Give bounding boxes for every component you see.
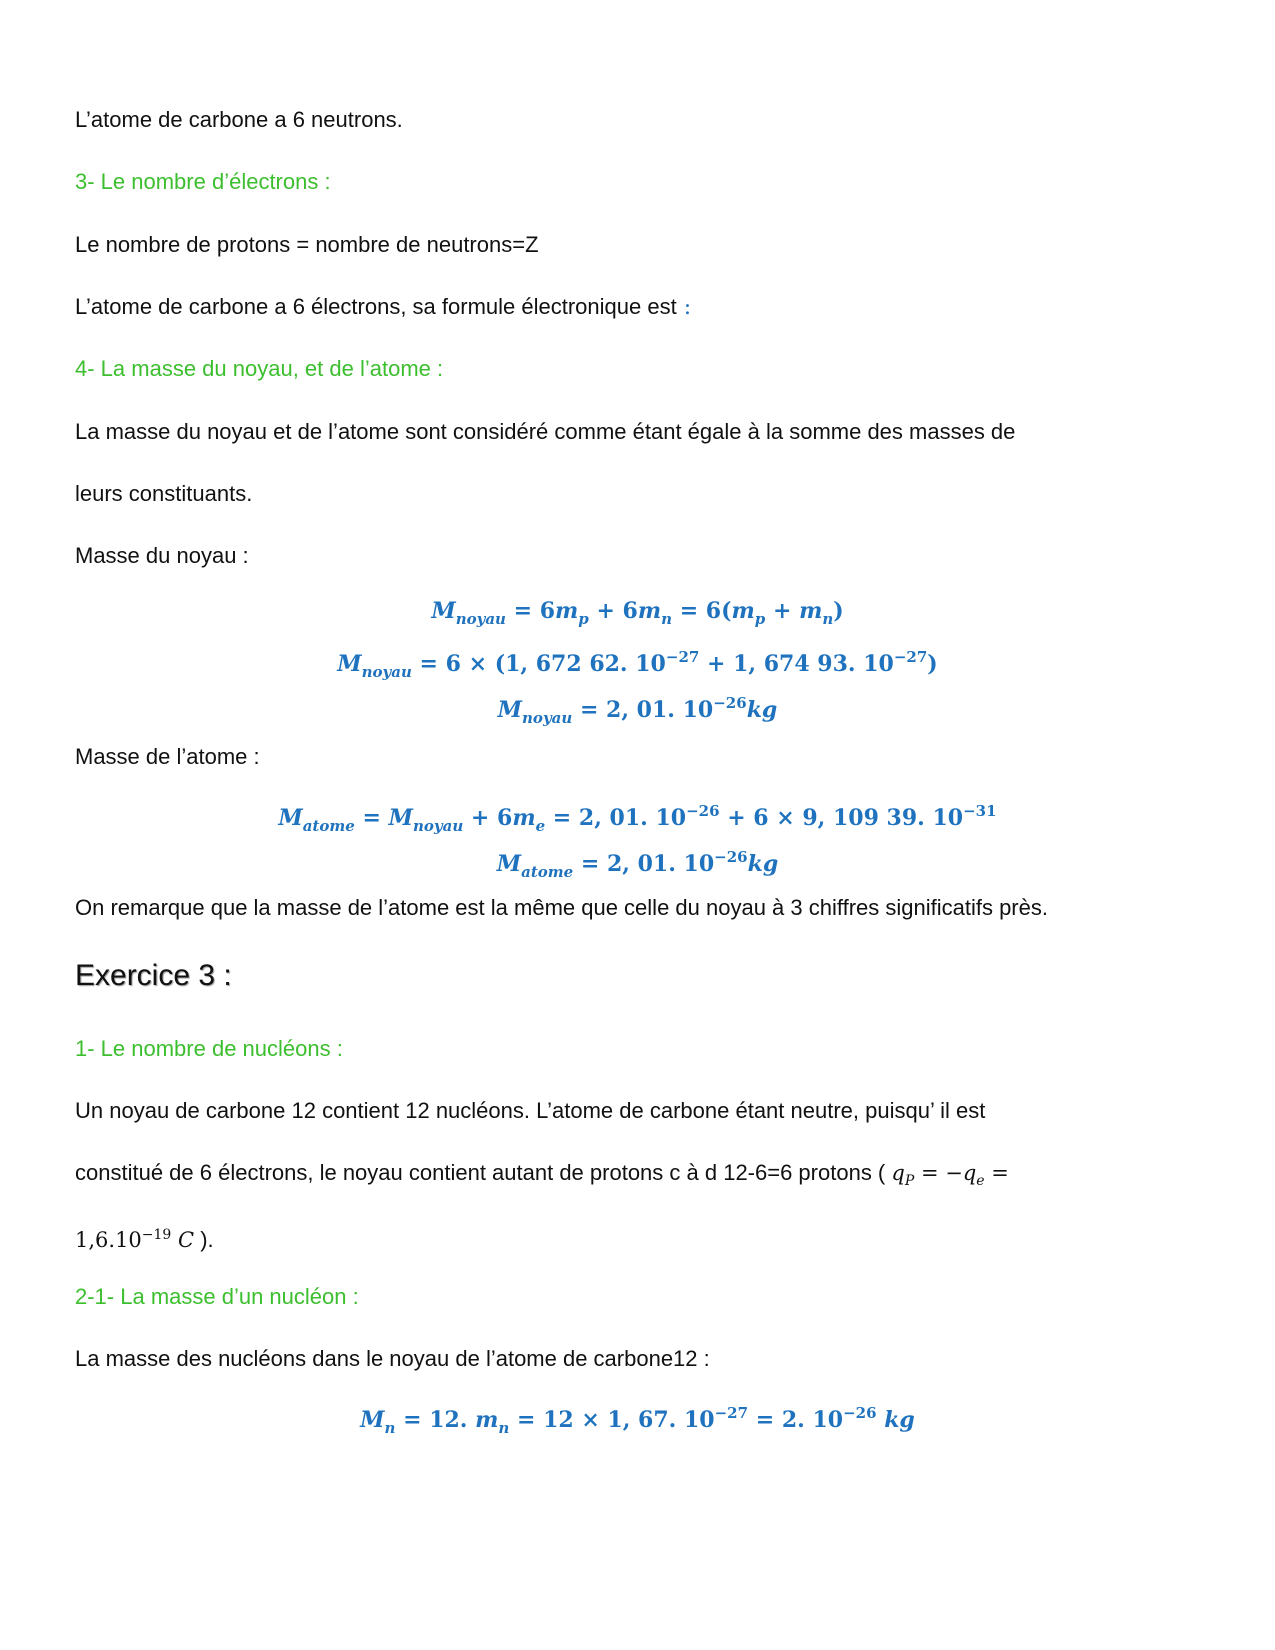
exponent: −26 xyxy=(843,1404,877,1422)
expr: + 6 xyxy=(463,805,513,831)
paragraph: Le nombre de protons = nombre de neutrons=Z xyxy=(75,232,539,257)
equation-mass-atome-1 xyxy=(0,796,1275,841)
expr: = 2. 10 xyxy=(748,1407,844,1433)
symbol: M xyxy=(337,651,362,677)
equation-mass-nucleons xyxy=(0,1398,1275,1443)
equation-mass-atome-result xyxy=(0,842,1275,887)
exponent: −26 xyxy=(713,694,747,712)
paragraph-electronic-formula xyxy=(75,293,691,322)
subscript: n xyxy=(822,610,834,628)
section-heading-nucleons: 1- Le nombre de nucléons : xyxy=(75,1036,343,1061)
exponent: −26 xyxy=(714,848,748,866)
section-heading-electrons: 3- Le nombre d’électrons : xyxy=(75,169,331,194)
exponent: −27 xyxy=(714,1404,749,1422)
expr: = xyxy=(984,1161,1009,1185)
exponent: −27 xyxy=(893,648,928,666)
expr: = 2, 01. 10 xyxy=(573,851,715,877)
subscript: n xyxy=(498,1419,510,1437)
expr: + 6 xyxy=(588,598,638,624)
paragraph-text: L’atome de carbone a 6 électrons, sa formule électronique est xyxy=(75,294,677,319)
section-heading-masse: 4- La masse du noyau, et de l’atome : xyxy=(75,356,444,381)
paragraph: leurs constituants. xyxy=(75,481,253,506)
symbol: M xyxy=(496,851,522,877)
expr: ) xyxy=(927,651,938,677)
expr: + 1, 674 93. 10 xyxy=(699,651,894,677)
expr: = 6 × (1, 672 62. 10 xyxy=(411,651,666,677)
paragraph: L’atome de carbone a 6 neutrons. xyxy=(75,107,403,132)
unit: kg xyxy=(746,697,778,723)
exercise-heading: Exercice 3 : xyxy=(75,959,232,992)
paragraph: On remarque que la masse de l’atome est la même que celle du noyau à 3 chiffres significatifs près. xyxy=(75,895,1048,920)
paragraph-charge-value xyxy=(75,1221,214,1254)
expr: + 6 × 9, 109 39. 10 xyxy=(719,805,964,831)
paragraph-charge xyxy=(75,1159,1009,1195)
expr: = 6 xyxy=(505,598,556,624)
subscript: atome xyxy=(521,863,574,881)
symbol: m xyxy=(475,1407,499,1433)
symbol: M xyxy=(278,805,303,831)
symbol: M xyxy=(388,805,413,831)
expr: = 12. xyxy=(395,1407,476,1433)
equation-mass-noyau-result xyxy=(0,688,1275,733)
symbol: m xyxy=(555,598,579,624)
subscript: noyau xyxy=(455,610,506,628)
section-heading-masse-nucleon: 2-1- La masse d’un nucléon : xyxy=(75,1284,359,1309)
expr: ) xyxy=(833,598,844,624)
paragraph-text: ). xyxy=(194,1227,214,1252)
subscript: noyau xyxy=(522,709,573,727)
symbol: M xyxy=(497,697,523,723)
paragraph: La masse des nucléons dans le noyau de l’atome de carbone12 : xyxy=(75,1346,710,1371)
exponent: −31 xyxy=(963,802,997,820)
subscript: atome xyxy=(302,817,355,835)
subscript: p xyxy=(578,610,589,628)
exponent: −19 xyxy=(141,1227,172,1243)
subscript: noyau xyxy=(412,817,464,835)
subscript: n xyxy=(661,610,673,628)
unit: kg xyxy=(884,1407,915,1433)
paragraph-label: Masse du noyau : xyxy=(75,543,249,568)
expr: + xyxy=(765,598,800,624)
expr: = 12 × 1, 67. 10 xyxy=(509,1407,715,1433)
colon: : xyxy=(676,295,692,320)
subscript: e xyxy=(976,1173,985,1189)
unit: kg xyxy=(747,851,779,877)
equation-mass-noyau-2 xyxy=(0,642,1275,687)
subscript: n xyxy=(384,1419,396,1437)
symbol: m xyxy=(512,805,536,831)
expr: = 6( xyxy=(672,598,732,624)
symbol: m xyxy=(637,598,662,624)
symbol: q xyxy=(962,1161,977,1185)
expr: = xyxy=(354,805,389,831)
paragraph-text: constitué de 6 électrons, le noyau contient autant de protons c à d 12-6=6 protons ( xyxy=(75,1160,886,1185)
paragraph: Un noyau de carbone 12 contient 12 nucléons. L’atome de carbone étant neutre, puisqu’ il est xyxy=(75,1098,986,1123)
subscript: e xyxy=(535,817,546,835)
paragraph: La masse du noyau et de l’atome sont considéré comme étant égale à la somme des masses de xyxy=(75,419,1016,444)
charge-formula xyxy=(891,1161,1009,1189)
expr: = − xyxy=(914,1161,963,1185)
subscript: P xyxy=(904,1173,915,1189)
equation-mass-noyau-1 xyxy=(0,596,1275,634)
symbol: m xyxy=(731,598,755,624)
exponent: −26 xyxy=(686,802,720,820)
paragraph-label: Masse de l’atome : xyxy=(75,744,260,769)
symbol: M xyxy=(431,598,456,624)
exponent: −27 xyxy=(665,648,700,666)
charge-value xyxy=(75,1228,194,1252)
symbol: m xyxy=(799,598,823,624)
value: 1,6.10 xyxy=(75,1228,142,1252)
symbol: M xyxy=(360,1407,385,1433)
expr: = 2, 01. 10 xyxy=(545,805,687,831)
subscript: noyau xyxy=(361,663,412,681)
expr: = 2, 01. 10 xyxy=(572,697,714,723)
symbol: q xyxy=(891,1161,905,1185)
unit: C xyxy=(178,1228,195,1252)
subscript: p xyxy=(754,610,766,628)
